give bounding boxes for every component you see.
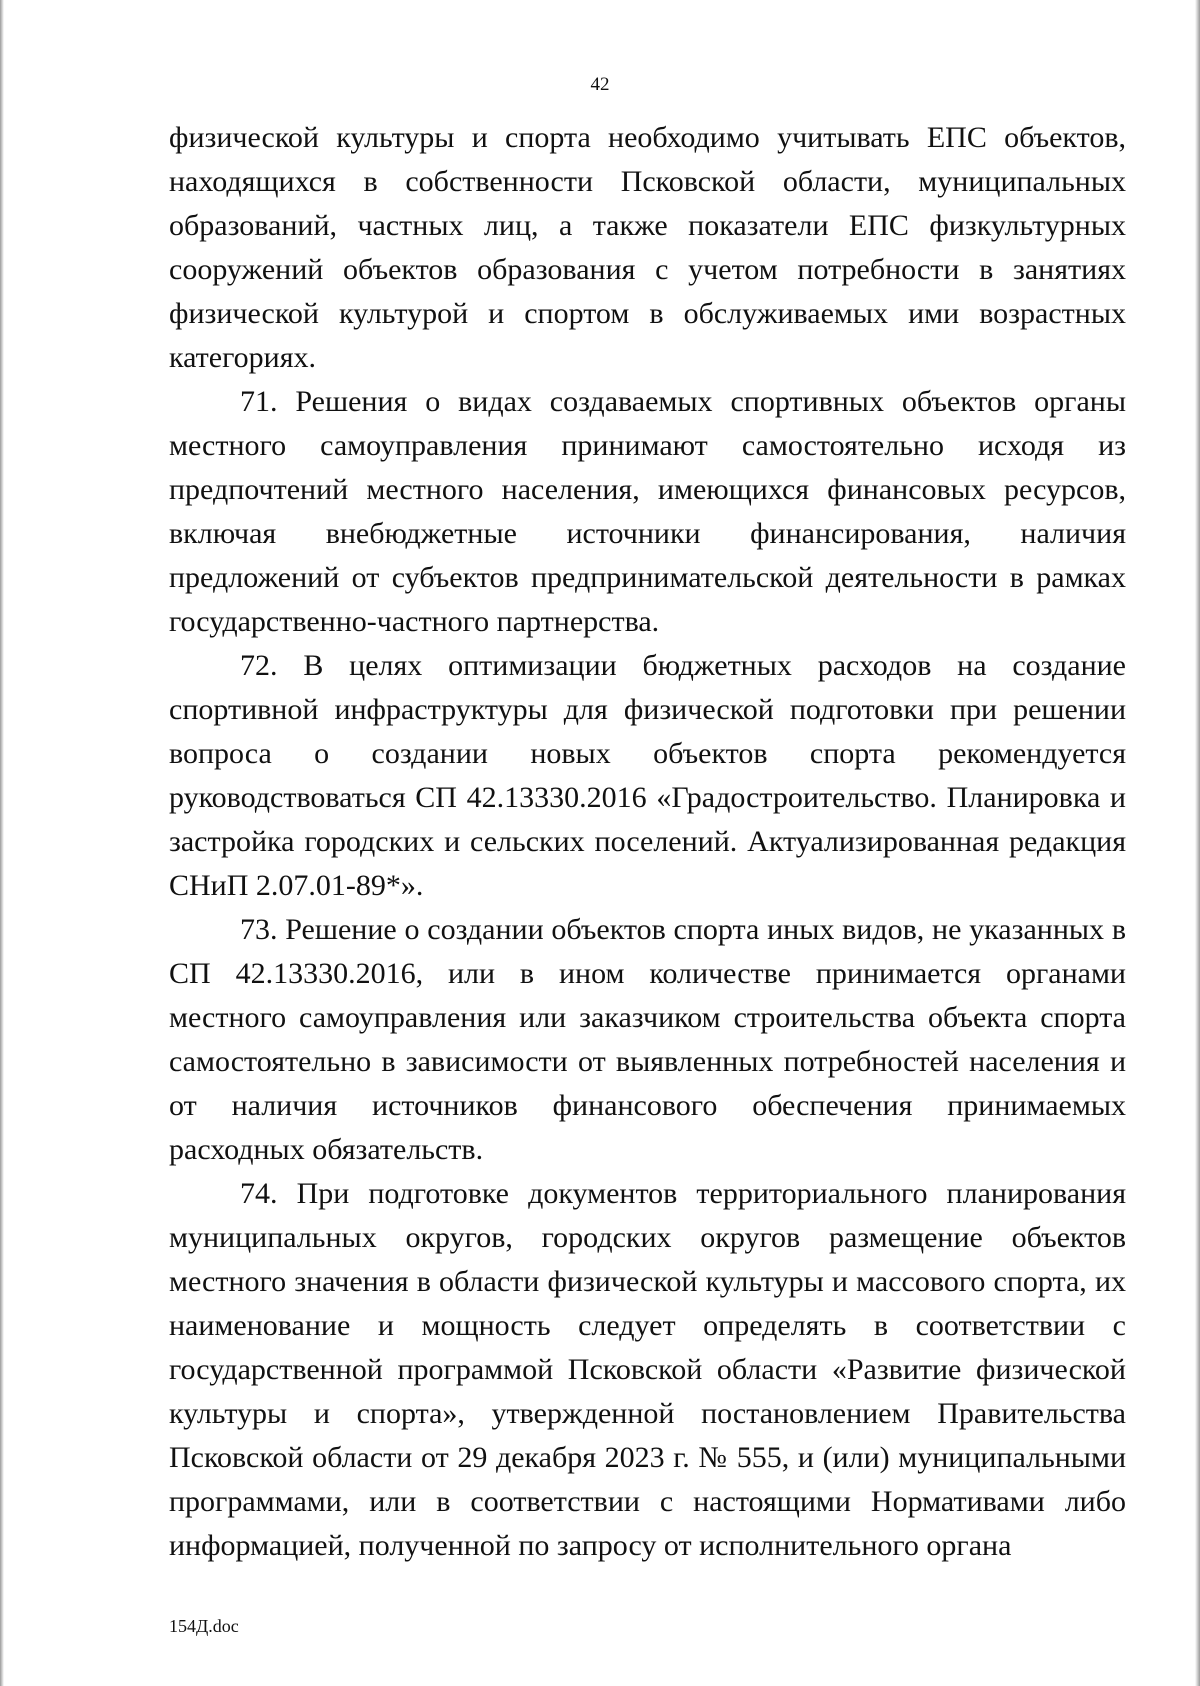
paragraph-73: 73. Решение о создании объектов спорта иных видов, не указанных в СП 42.13330.2016, или в ином количестве принимается органами местного самоуправления или заказчиком строительства объекта спорта самостоятельно в зависимости от выявленных потребностей населения и от наличия источников финансового обеспечения принимаемых расходных обязательств. [169, 913, 1126, 1166]
page-number: 42 [590, 74, 610, 95]
paragraph-74: 74. При подготовке документов территориального планирования муниципальных округов, городских округов размещение объектов местного значения в области физической культуры и массового спорта, их наименование и мощность следует определять в соответствии с государственной программой Псковской области «Развитие физической культуры и спорта», утвержденной постановлением Правительства Псковской области от 29 декабря 2023 г. № 555, и (или) муниципальными программами, или в соответствии с настоящими Нормативами либо информацией, полученной по запросу от исполнительного органа [169, 1177, 1126, 1562]
document-body [169, 116, 1126, 1568]
paragraph-71: 71. Решения о видах создаваемых спортивных объектов органы местного самоуправления принимают самостоятельно исходя из предпочтений местного населения, имеющихся финансовых ресурсов, включая внебюджетные источники финансирования, наличия предложений от субъектов предпринимательской деятельности в рамках государственно-частного партнерства. [169, 385, 1126, 638]
footer-filename: 154Д.doc [169, 1616, 239, 1636]
scan-edge-left [0, 0, 4, 1686]
paragraph-continuation: физической культуры и спорта необходимо учитывать ЕПС объектов, находящихся в собственности Псковской области, муниципальных образований, частных лиц, а также показатели ЕПС физкультурных сооружений объектов образования с учетом потребности в занятиях физической культурой и спортом в обслуживаемых ими возрастных категориях. [169, 121, 1126, 374]
scan-edge-right [1195, 0, 1200, 1686]
paragraph-72: 72. В целях оптимизации бюджетных расходов на создание спортивной инфраструктуры для физической подготовки при решении вопроса о создании новых объектов спорта рекомендуется руководствоваться СП 42.13330.2016 «Градостроительство. Планировка и застройка городских и сельских поселений. Актуализированная редакция СНиП 2.07.01-89*». [169, 649, 1126, 902]
